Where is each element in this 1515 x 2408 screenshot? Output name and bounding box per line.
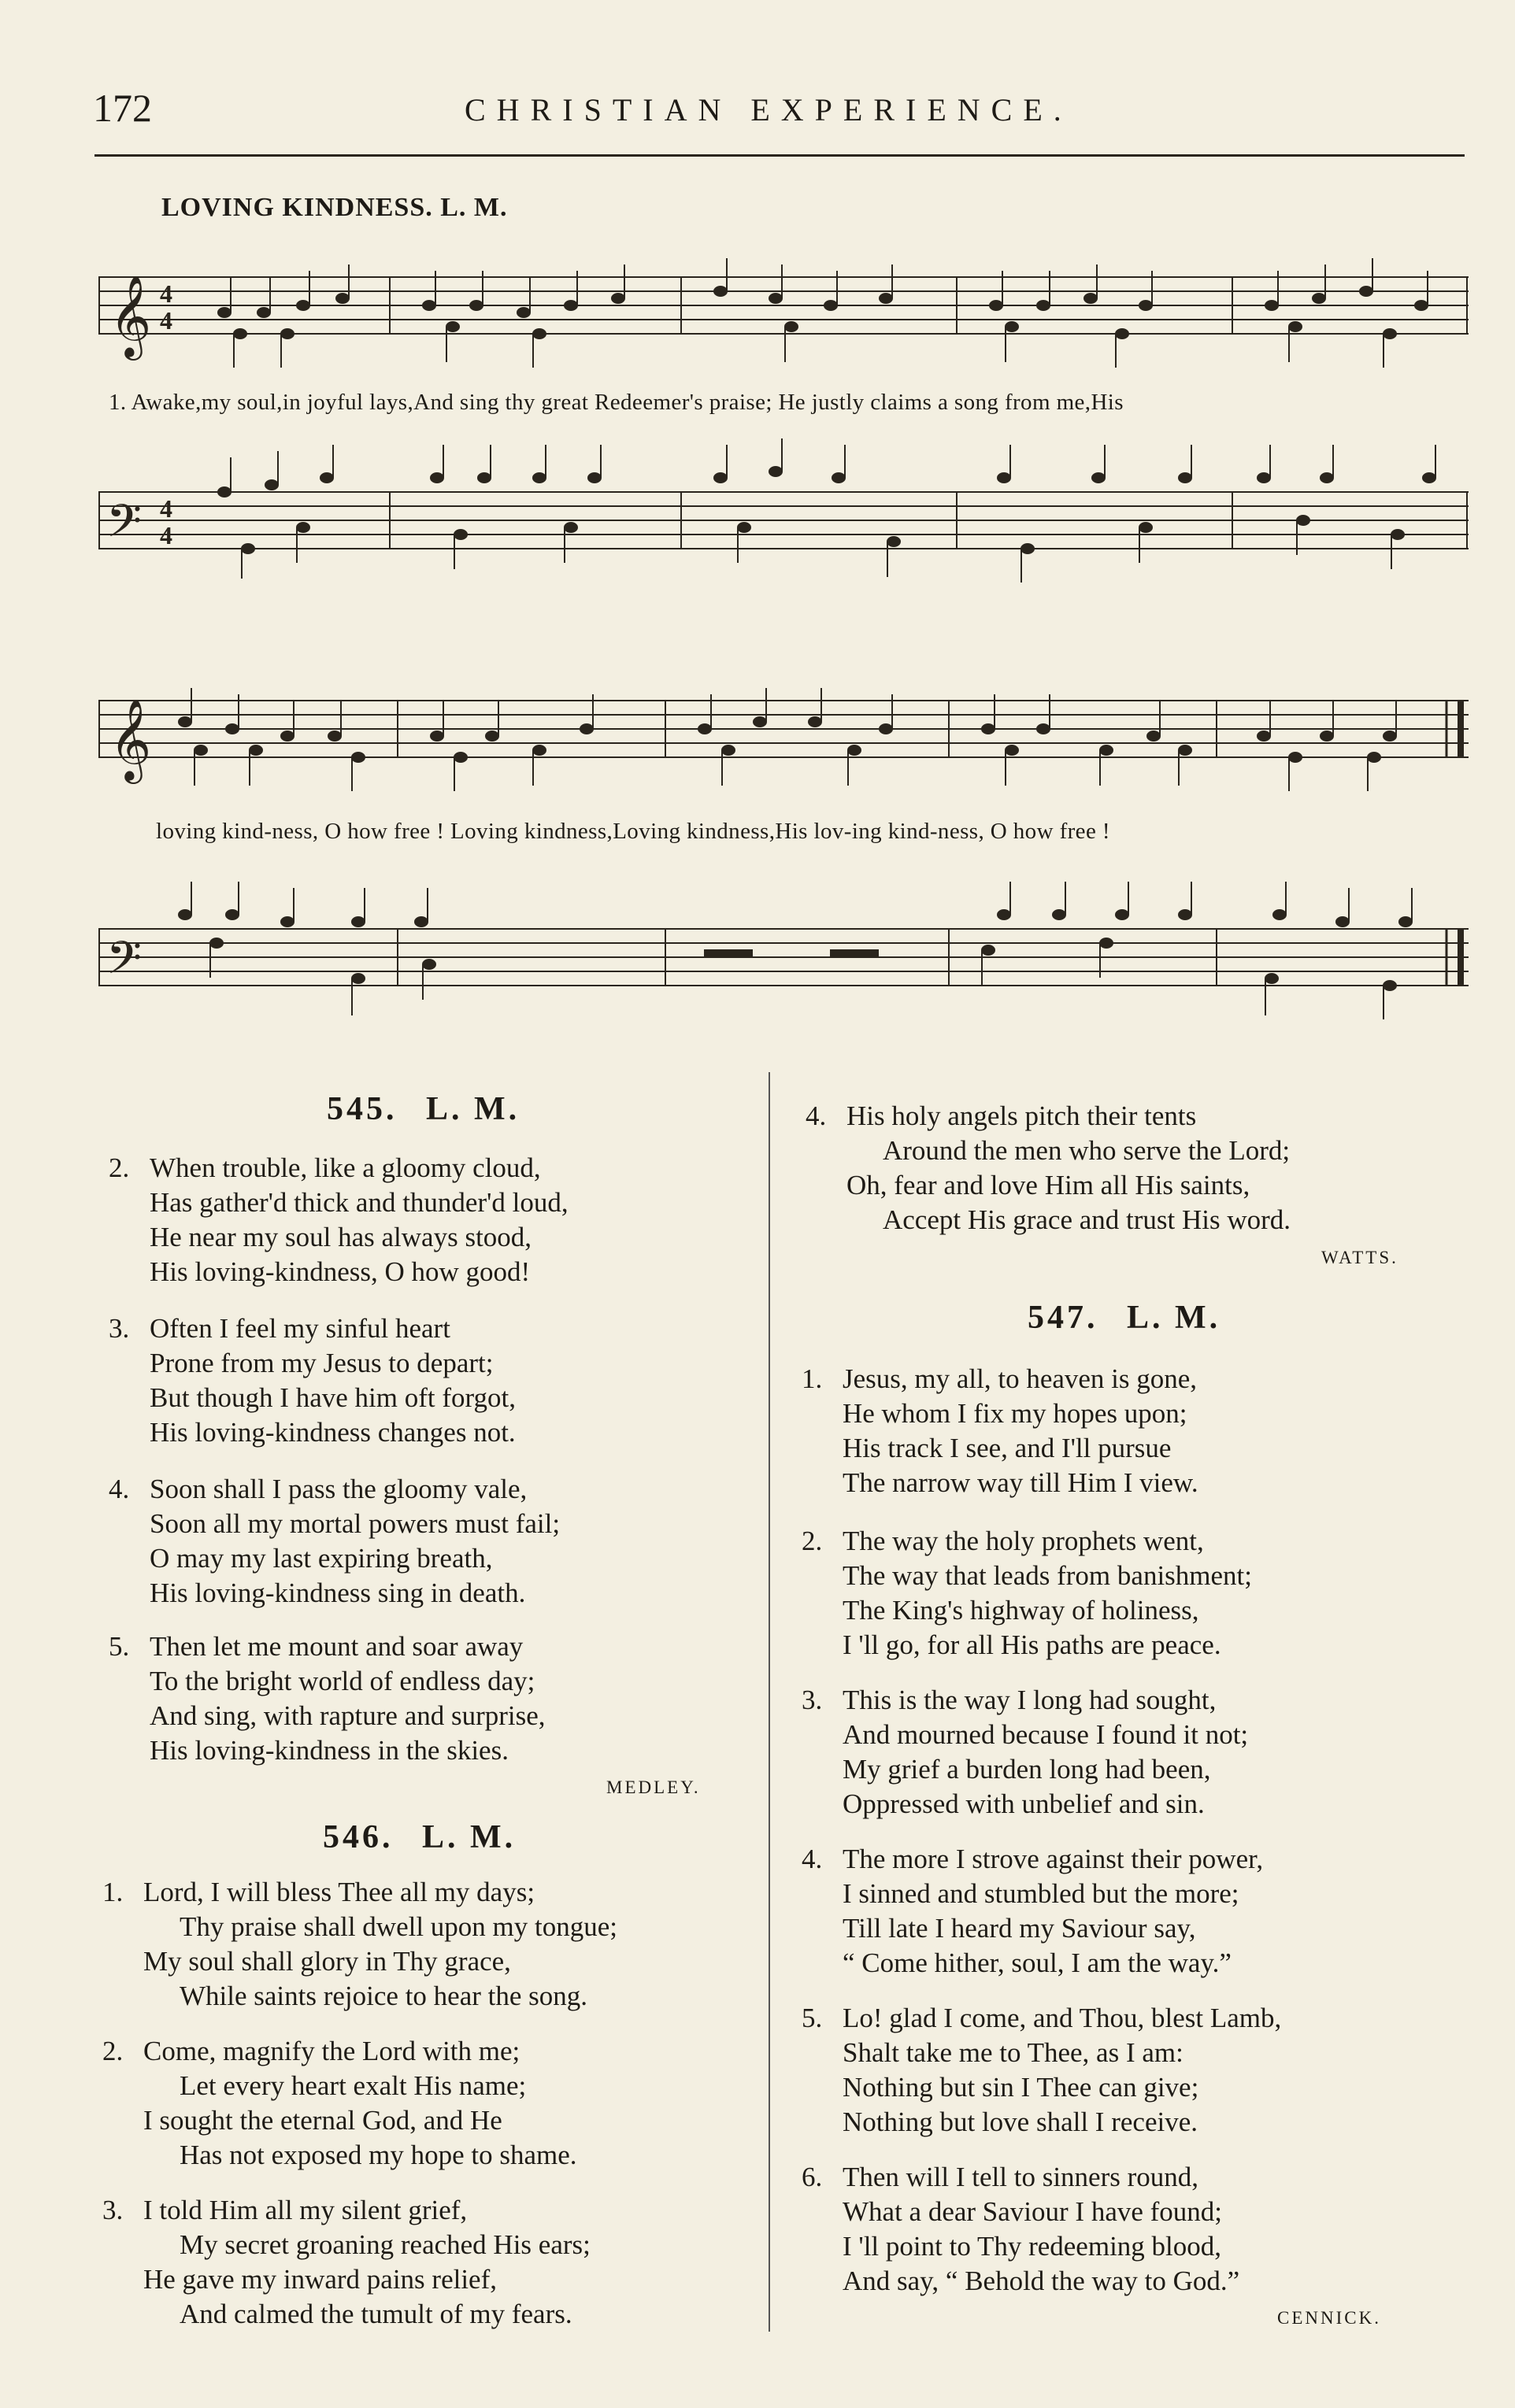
stanza-line: Around the men who serve the Lord;: [883, 1135, 1291, 1166]
stanza-line: Soon all my mortal powers must fail;: [150, 1508, 561, 1539]
hymn-547-stanza-5: [802, 2001, 1282, 2140]
stanza-line: Come, magnify the Lord with me;: [143, 2036, 520, 2066]
hymn-547-author: CENNICK.: [1277, 2308, 1381, 2328]
svg-text:𝄢: 𝄢: [106, 494, 143, 559]
stanza-line: Then will I tell to sinners round,: [843, 2162, 1199, 2192]
hymn-545-stanza-5: [109, 1629, 546, 1768]
tune-title: LOVING KINDNESS. L. M.: [161, 193, 508, 222]
svg-text:4: 4: [160, 306, 172, 335]
stanza-line: And mourned because I found it not;: [843, 1719, 1249, 1750]
stanza-line: Till late I heard my Saviour say,: [843, 1913, 1196, 1944]
hymn-545-stanza-4: [109, 1472, 561, 1611]
stanza-line: His track I see, and I'll pursue: [843, 1433, 1172, 1463]
stanza-line: I 'll point to Thy redeeming blood,: [843, 2231, 1222, 2262]
hymn-547-stanza-3: [802, 1683, 1249, 1822]
stanza-line: Has gather'd thick and thunder'd loud,: [150, 1187, 569, 1218]
stanza-number: 4.: [806, 1100, 827, 1131]
stanza-number: 4.: [802, 1844, 823, 1874]
stanza-number: 3.: [102, 2195, 124, 2225]
stanza-number: 2.: [802, 1526, 823, 1556]
stanza-number: 3.: [802, 1685, 823, 1715]
stanza-line: Lord, I will bless Thee all my days;: [143, 1877, 535, 1907]
stanza-line: He whom I fix my hopes upon;: [843, 1398, 1187, 1429]
hymn-547-stanza-4: [802, 1842, 1264, 1981]
stanza-line: His holy angels pitch their tents: [846, 1100, 1197, 1131]
stanza-line: And calmed the tumult of my fears.: [180, 2299, 572, 2329]
stanza-line: Then let me mount and soar away: [150, 1631, 524, 1662]
stanza-number: 4.: [109, 1474, 130, 1504]
stanza-line: His loving-kindness sing in death.: [150, 1578, 526, 1608]
svg-text:𝄞: 𝄞: [109, 698, 152, 781]
lyrics-line-2: loving kind-ness, O how free ! Loving kindness,Loving kindness,His lov-ing kind-ness, O how free !: [156, 819, 1110, 844]
stanza-line: To the bright world of endless day;: [150, 1666, 535, 1696]
stanza-line: The way that leads from banishment;: [843, 1560, 1252, 1591]
stanza-line: Often I feel my sinful heart: [150, 1313, 450, 1344]
hymn-546-header: [323, 1818, 516, 1856]
stanza-line: The more I strove against their power,: [843, 1844, 1264, 1874]
lyrics-line-1: 1. Awake,my soul,in joyful lays,And sing thy great Redeemer's praise; He justly claims a song from me,His: [109, 390, 1124, 415]
stanza-line: While saints rejoice to hear the song.: [180, 1981, 588, 2011]
stanza-line: Shalt take me to Thee, as I am:: [843, 2037, 1183, 2068]
svg-text:4: 4: [160, 521, 172, 549]
stanza-line: I sinned and stumbled but the more;: [843, 1878, 1239, 1909]
hymn-545-author: MEDLEY.: [606, 1777, 701, 1797]
hymn-547-stanza-6: [802, 2160, 1240, 2299]
stanza-line: My secret groaning reached His ears;: [180, 2229, 591, 2260]
stanza-number: 2.: [109, 1152, 130, 1183]
svg-text:𝄢: 𝄢: [106, 931, 143, 996]
svg-text:𝄞: 𝄞: [109, 275, 152, 357]
stanza-line: When trouble, like a gloomy cloud,: [150, 1152, 541, 1183]
stanza-line: “ Come hither, soul, I am the way.”: [843, 1947, 1232, 1978]
stanza-line: I told Him all my silent grief,: [143, 2195, 468, 2225]
stanza-line: I sought the eternal God, and He: [143, 2105, 502, 2136]
stanza-line: This is the way I long had sought,: [843, 1685, 1217, 1715]
stanza-number: 3.: [109, 1313, 130, 1344]
stanza-line: Lo! glad I come, and Thou, blest Lamb,: [843, 2003, 1282, 2033]
hymn-546-author: WATTS.: [1321, 1248, 1398, 1267]
treble-staff-2: [98, 669, 1469, 819]
stanza-line: He near my soul has always stood,: [150, 1222, 532, 1252]
stanza-line: And sing, with rapture and surprise,: [150, 1700, 546, 1731]
stanza-number: 1.: [102, 1877, 124, 1907]
stanza-line: O may my last expiring breath,: [150, 1543, 493, 1574]
stanza-line: I 'll go, for all His paths are peace.: [843, 1629, 1221, 1660]
stanza-line: Accept His grace and trust His word.: [883, 1204, 1291, 1235]
hymn-546-stanza-1: [102, 1875, 618, 2014]
stanza-number: 5.: [802, 2003, 823, 2033]
stanza-number: 6.: [802, 2162, 823, 2192]
bass-staff-1: [98, 437, 1469, 586]
bass-staff-2: [98, 866, 1469, 1039]
stanza-line: His loving-kindness in the skies.: [150, 1735, 509, 1766]
hymn-545-stanza-3: [109, 1311, 516, 1450]
hymn-545-number: 545.: [327, 1091, 398, 1127]
svg-text:4: 4: [160, 279, 172, 308]
stanza-line: Nothing but sin I Thee can give;: [843, 2072, 1199, 2103]
hymn-546-stanza-2: [102, 2034, 577, 2173]
hymn-545-header: [327, 1090, 520, 1128]
hymn-546-stanza-4: [806, 1099, 1291, 1237]
hymn-546-stanza-3: [102, 2193, 591, 2332]
running-title: CHRISTIAN EXPERIENCE.: [465, 92, 1072, 128]
hymn-546-meter: L. M.: [422, 1819, 517, 1855]
hymn-547-number: 547.: [1028, 1300, 1098, 1336]
hymn-547-stanza-2: [802, 1524, 1252, 1663]
stanza-line: My grief a burden long had been,: [843, 1754, 1211, 1785]
stanza-number: 1.: [802, 1363, 823, 1394]
stanza-line: Prone from my Jesus to depart;: [150, 1348, 494, 1378]
stanza-line: His loving-kindness changes not.: [150, 1417, 516, 1448]
stanza-line: What a dear Saviour I have found;: [843, 2196, 1223, 2227]
column-divider: [769, 1072, 770, 2332]
stanza-number: 2.: [102, 2036, 124, 2066]
stanza-line: Oppressed with unbelief and sin.: [843, 1788, 1205, 1819]
hymn-547-stanza-1: [802, 1362, 1198, 1500]
header-rule: [94, 154, 1465, 157]
stanza-line: Let every heart exalt His name;: [180, 2070, 527, 2101]
stanza-line: The narrow way till Him I view.: [843, 1467, 1198, 1498]
page-number: 172: [93, 86, 152, 130]
stanza-line: My soul shall glory in Thy grace,: [143, 1946, 511, 1977]
stanza-line: The King's highway of holiness,: [843, 1595, 1199, 1626]
stanza-line: His loving-kindness, O how good!: [150, 1256, 531, 1287]
stanza-line: Oh, fear and love Him all His saints,: [846, 1170, 1250, 1200]
hymn-547-header: [1028, 1299, 1221, 1337]
hymn-545-stanza-2: [109, 1151, 569, 1289]
stanza-line: Soon shall I pass the gloomy vale,: [150, 1474, 528, 1504]
hymn-547-meter: L. M.: [1127, 1300, 1221, 1336]
stanza-line: Nothing but love shall I receive.: [843, 2107, 1198, 2137]
stanza-line: And say, “ Behold the way to God.”: [843, 2266, 1240, 2296]
stanza-line: Jesus, my all, to heaven is gone,: [843, 1363, 1198, 1394]
svg-text:4: 4: [160, 494, 172, 523]
stanza-number: 5.: [109, 1631, 130, 1662]
stanza-line: Thy praise shall dwell upon my tongue;: [180, 1911, 618, 1942]
stanza-line: Has not exposed my hope to shame.: [180, 2140, 577, 2170]
hymn-546-number: 546.: [323, 1819, 394, 1855]
hymn-545-meter: L. M.: [426, 1091, 520, 1127]
stanza-line: But though I have him oft forgot,: [150, 1382, 516, 1413]
treble-staff-1: [98, 253, 1469, 387]
stanza-line: The way the holy prophets went,: [843, 1526, 1204, 1556]
stanza-line: He gave my inward pains relief,: [143, 2264, 498, 2295]
